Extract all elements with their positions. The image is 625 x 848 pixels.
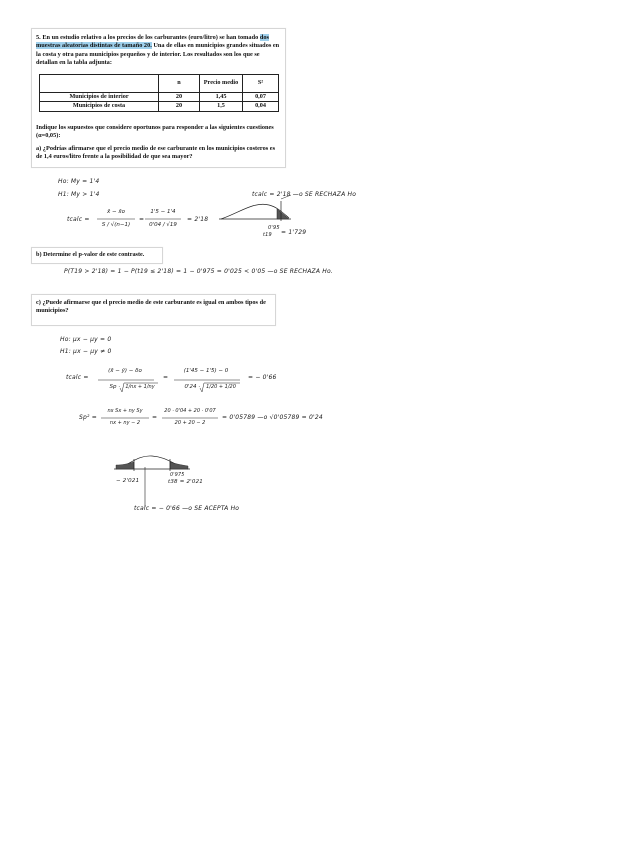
hw-c-sp-result: = 0'05789 —o √0'05789 = 0'24	[222, 414, 323, 421]
hw-c-num: (x̄ − ȳ) − δo	[108, 368, 142, 374]
table-header: n	[159, 75, 200, 93]
table-cell: 1,45	[200, 93, 243, 102]
hw-c-sp-den: nx + ny − 2	[109, 420, 141, 426]
hw-a-den: S / √(n−1)	[101, 222, 131, 228]
part-b-text: Determine el p-valor de este contraste.	[43, 251, 145, 258]
hw-c-sp-eq: =	[152, 414, 158, 421]
table-cell: 20	[159, 102, 200, 111]
table-cell: Municipios de costa	[40, 102, 159, 111]
hw-a-note: tcalc = 2'18 —o SE RECHAZA Ho	[252, 191, 357, 198]
part-a-label: a)	[36, 145, 42, 152]
hw-c-num2: (1'45 − 1'5) − 0	[183, 368, 229, 374]
table-cell: 0,04	[243, 102, 279, 111]
part-b-label: b)	[36, 251, 42, 258]
hw-c-den-sp: Sp ·	[109, 384, 120, 390]
hw-a-num2: 1'5 − 1'4	[150, 209, 176, 215]
hw-c-den2-sp: 0'24 ·	[184, 384, 200, 390]
table-cell: Municipios de interior	[40, 93, 159, 102]
part-a-text: ¿Podrías afirmarse que el precio medio de ese carburante en los municipios costeros es de 1,4 euros/litro frente a la posibilidad de que sea mayor?	[36, 145, 276, 161]
hw-c-sp-den2: 20 + 20 − 2	[174, 420, 206, 426]
hw-a-h1: H1: My > 1'4	[58, 191, 100, 198]
hw-a-tcalc-lhs: tcalc =	[67, 216, 90, 223]
hw-a-crit-bot: t19	[263, 232, 272, 238]
hw-c-sp-lhs: Sp² =	[79, 414, 97, 421]
hw-c-eq: =	[163, 374, 169, 381]
table-header: Precio medio	[200, 75, 243, 93]
hw-a-h0: Ho: My = 1'4	[58, 178, 100, 185]
hw-c-conclusion: tcalc = − 0'66 —o SE ACEPTA Ho	[134, 505, 240, 512]
hw-c-den-root: 1/nx + 1/ny	[125, 384, 155, 390]
hw-c-h0: Ho: μx − μy = 0	[60, 336, 112, 343]
statement-text-before: En un estudio relativo a los precios de los carburantes (euro/litro) se han tomado	[42, 34, 259, 41]
hw-a-eq2: =	[139, 216, 145, 223]
table-header: S²	[243, 75, 279, 93]
hw-c-den2-root: 1/20 + 1/20	[206, 384, 236, 390]
statement-text-after: Una de ellas en municipios grandes situados en la costa y otra para municipios pequeños y de interior. Los resultados son los que se detallan en la tabla adjunta:	[36, 42, 280, 66]
table-cell: 0,07	[243, 93, 279, 102]
table-cell: 1,5	[200, 102, 243, 111]
part-c-text: ¿Puede afirmarse que el precio medio de este carburante es igual en ambos tipos de municipios?	[36, 299, 266, 315]
hw-c-sp-num2: 20 · 0'04 + 20 · 0'07	[164, 408, 216, 414]
table-cell: 20	[159, 93, 200, 102]
hw-a-crit-top: 0'95	[268, 225, 280, 231]
hw-b-line: P(T19 > 2'18) = 1 − P(t19 ≤ 2'18) = 1 − 0'975 = 0'025 < 0'05 —o SE RECHAZA Ho.	[64, 268, 333, 275]
hw-c-crit-left: − 2'021	[116, 478, 140, 484]
question-number: 5.	[36, 34, 41, 41]
hw-c-crit-right: t38 = 2'021	[168, 479, 203, 485]
hw-c-h1: H1: μx − μy ≠ 0	[60, 348, 112, 355]
part-c-label: c)	[36, 299, 41, 306]
hw-c-sp-num: nx Sx + ny Sy	[107, 408, 143, 414]
hw-a-den2: 0'04 / √19	[149, 222, 177, 228]
instructions: Indique los supuestos que considere oportunos para responder a las siguientes cuestiones (α=0,05):	[36, 124, 274, 140]
hw-c-result: = − 0'66	[248, 374, 277, 381]
hw-a-crit-val: = 1'729	[281, 229, 307, 236]
hw-a-num: x̄ − x̄o	[107, 209, 125, 215]
hw-a-result: = 2'18	[187, 216, 209, 223]
highlighted-text: dos muestras aleatorias distintas de tamaño 20.	[36, 34, 269, 50]
hw-c-crit-top: 0'975	[170, 473, 185, 478]
hw-c-tcalc-lhs: tcalc =	[66, 374, 89, 381]
